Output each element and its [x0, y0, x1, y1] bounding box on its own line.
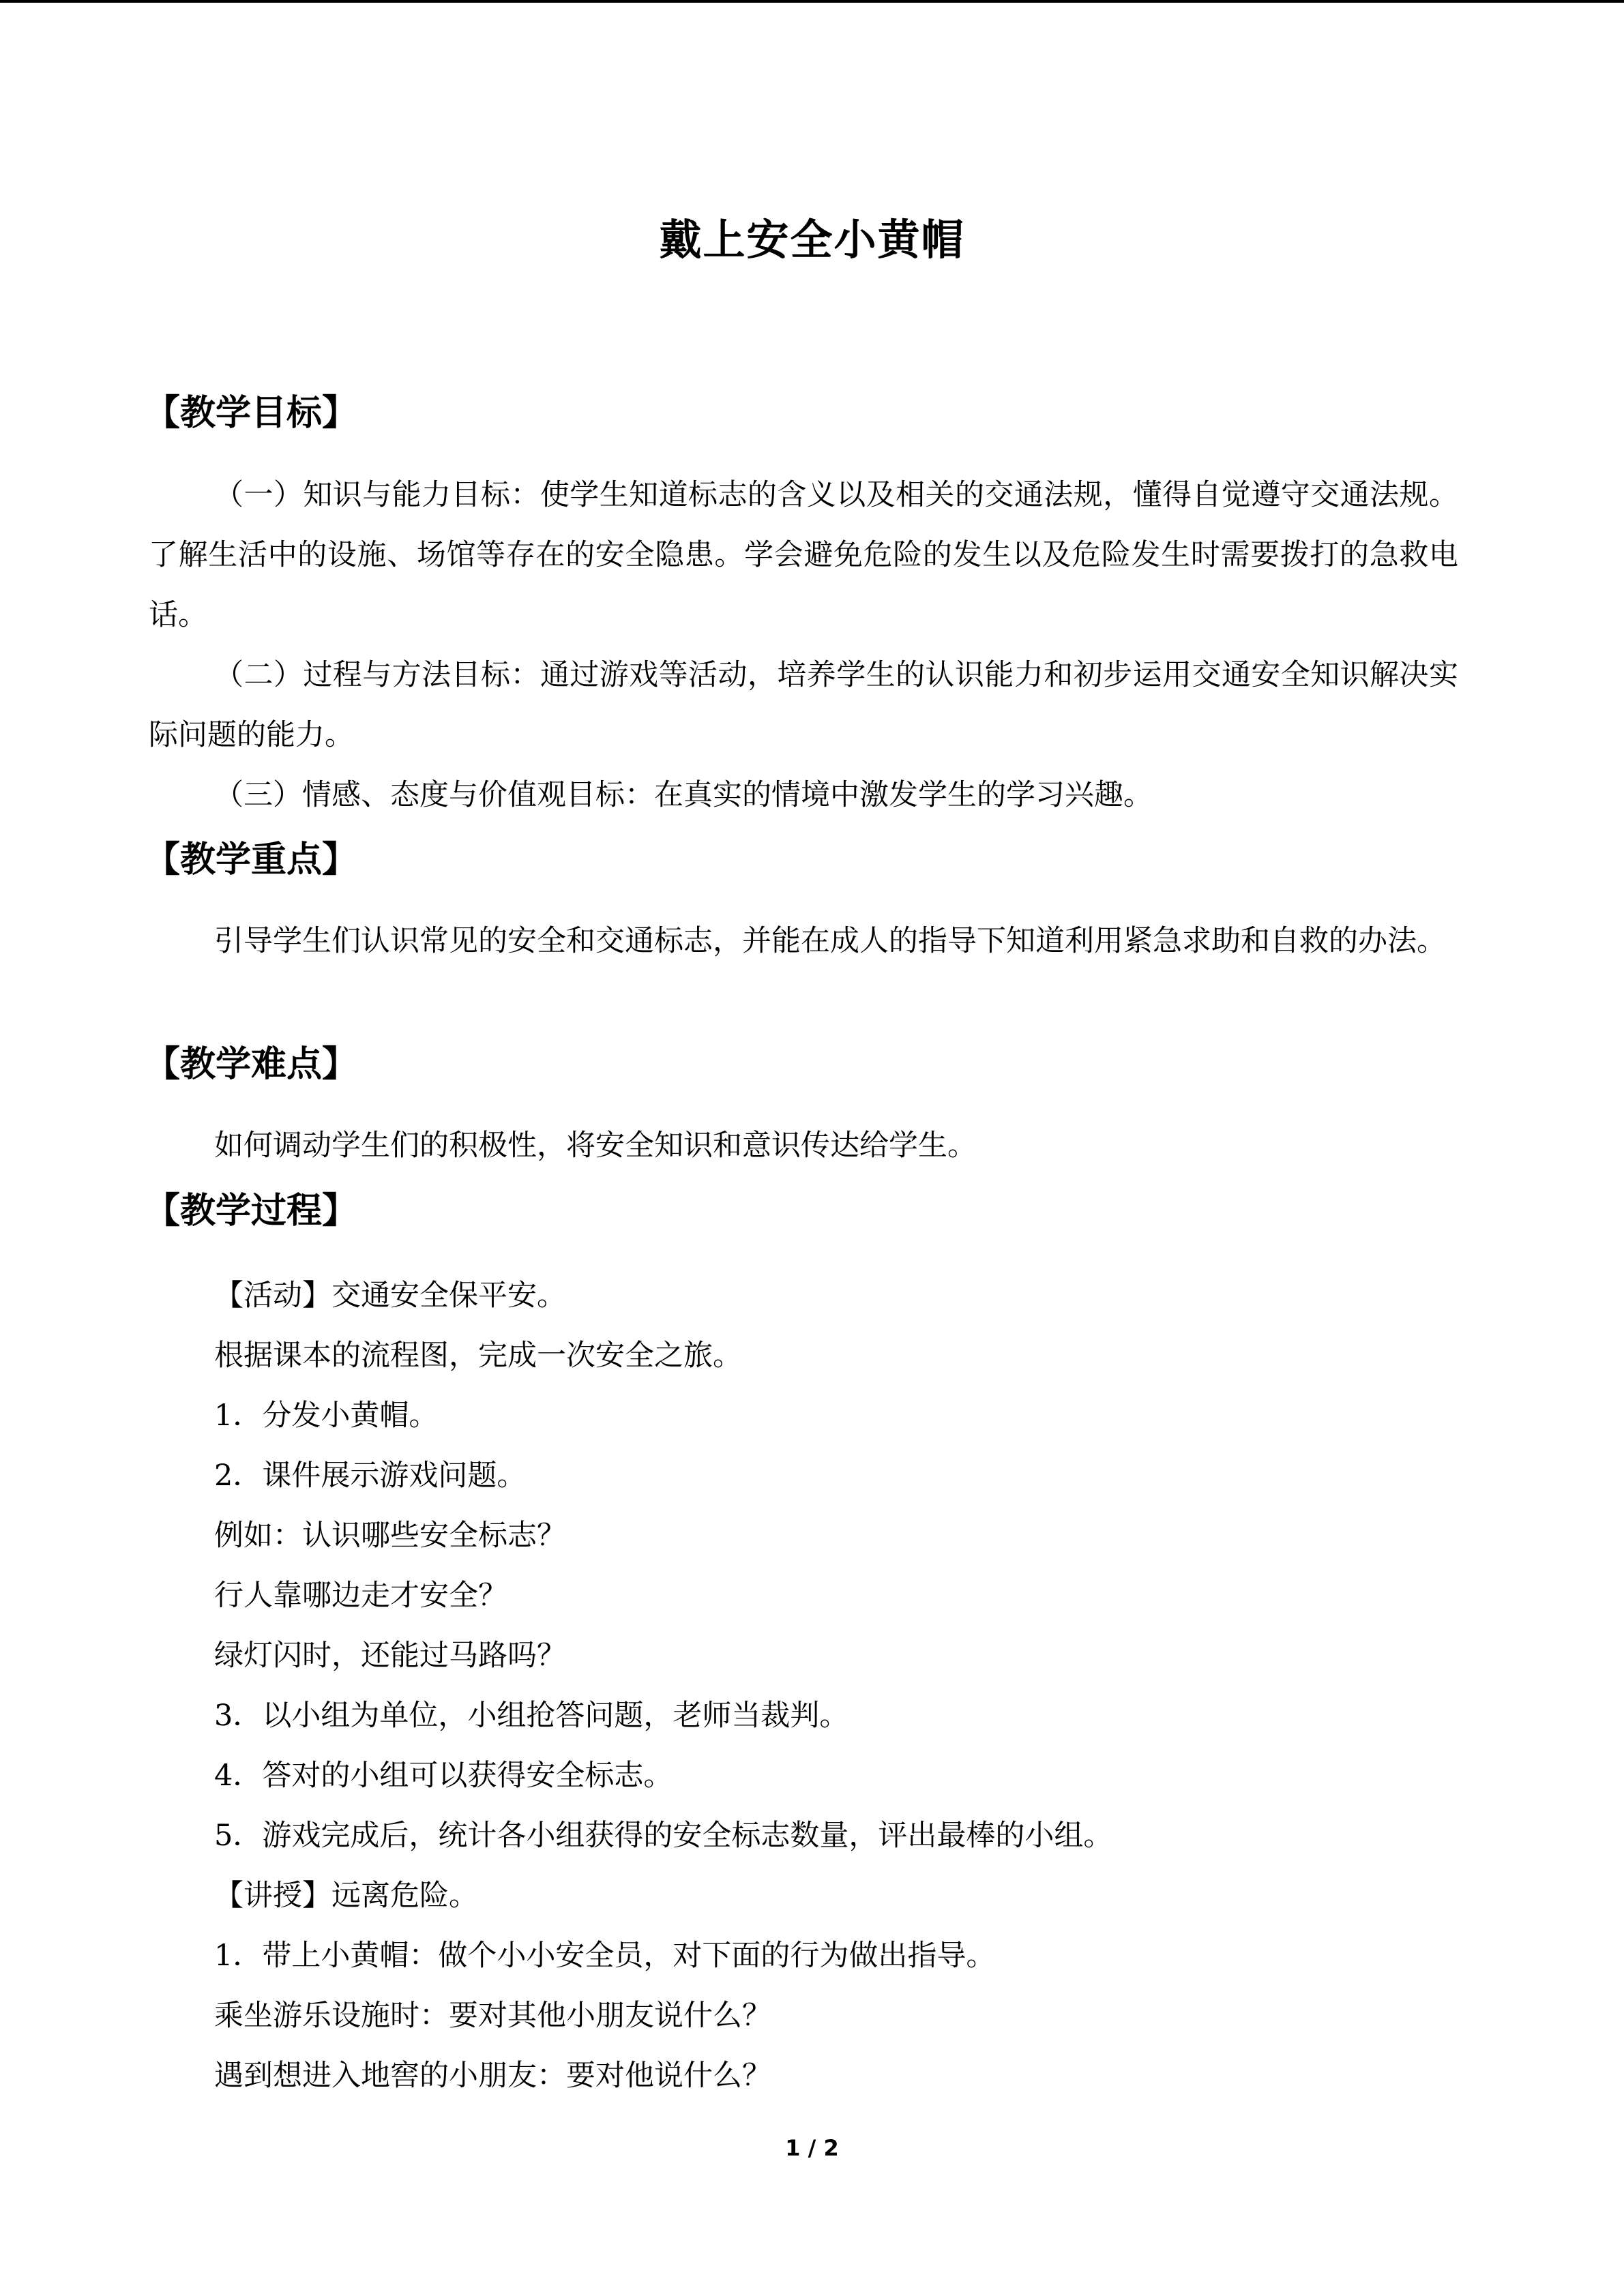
- process-line: 4．答对的小组可以获得安全标志。: [214, 1759, 673, 1793]
- goal-paragraph-emotion: （三）情感、态度与价值观目标：在真实的情境中激发学生的学习兴趣。: [214, 778, 1153, 812]
- heading-teaching-process: 【教学过程】: [145, 1191, 358, 1232]
- process-line: 3．以小组为单位，小组抢答问题，老师当裁判。: [214, 1699, 849, 1733]
- process-line: 1．带上小黄帽：做个小小安全员，对下面的行为做出指导。: [214, 1939, 996, 1973]
- process-line: 根据课本的流程图，完成一次安全之旅。: [214, 1339, 742, 1373]
- heading-teaching-goals: 【教学目标】: [145, 393, 358, 434]
- process-line: 绿灯闪时，还能过马路吗？: [214, 1639, 566, 1673]
- heading-difficulties: 【教学难点】: [145, 1044, 358, 1085]
- page-number: 1 / 2: [785, 2135, 839, 2161]
- process-line: 1．分发小黄帽。: [214, 1399, 439, 1433]
- top-border-rule: [0, 0, 1624, 3]
- process-line: 【讲授】远离危险。: [214, 1879, 478, 1913]
- process-line: 【活动】交通安全保平安。: [214, 1279, 566, 1313]
- key-points-paragraph: 引导学生们认识常见的安全和交通标志，并能在成人的指导下知道利用紧急求助和自救的办法。: [214, 924, 1446, 958]
- heading-key-points: 【教学重点】: [145, 839, 358, 880]
- goal-paragraph-process: （二）过程与方法目标：通过游戏等活动，培养学生的认识能力和初步运用交通安全知识解决实际问题的能力。: [149, 658, 1458, 752]
- difficulties-paragraph: 如何调动学生们的积极性，将安全知识和意识传达给学生。: [214, 1129, 977, 1163]
- document-title: 戴上安全小黄帽: [659, 215, 965, 265]
- process-line: 2．课件展示游戏问题。: [214, 1459, 527, 1493]
- process-line: 行人靠哪边走才安全？: [214, 1579, 507, 1613]
- process-line: 乘坐游乐设施时：要对其他小朋友说什么？: [214, 1999, 771, 2033]
- goal-paragraph-knowledge: （一）知识与能力目标：使学生知道标志的含义以及相关的交通法规，懂得自觉遵守交通法规。了解生活中的设施、场馆等存在的安全隐患。学会避免危险的发生以及危险发生时需要拨打的急救电话。: [149, 478, 1458, 632]
- process-line: 遇到想进入地窖的小朋友：要对他说什么？: [214, 2059, 771, 2093]
- process-line: 例如：认识哪些安全标志？: [214, 1519, 566, 1553]
- process-line: 5．游戏完成后，统计各小组获得的安全标志数量，评出最棒的小组。: [214, 1819, 1113, 1853]
